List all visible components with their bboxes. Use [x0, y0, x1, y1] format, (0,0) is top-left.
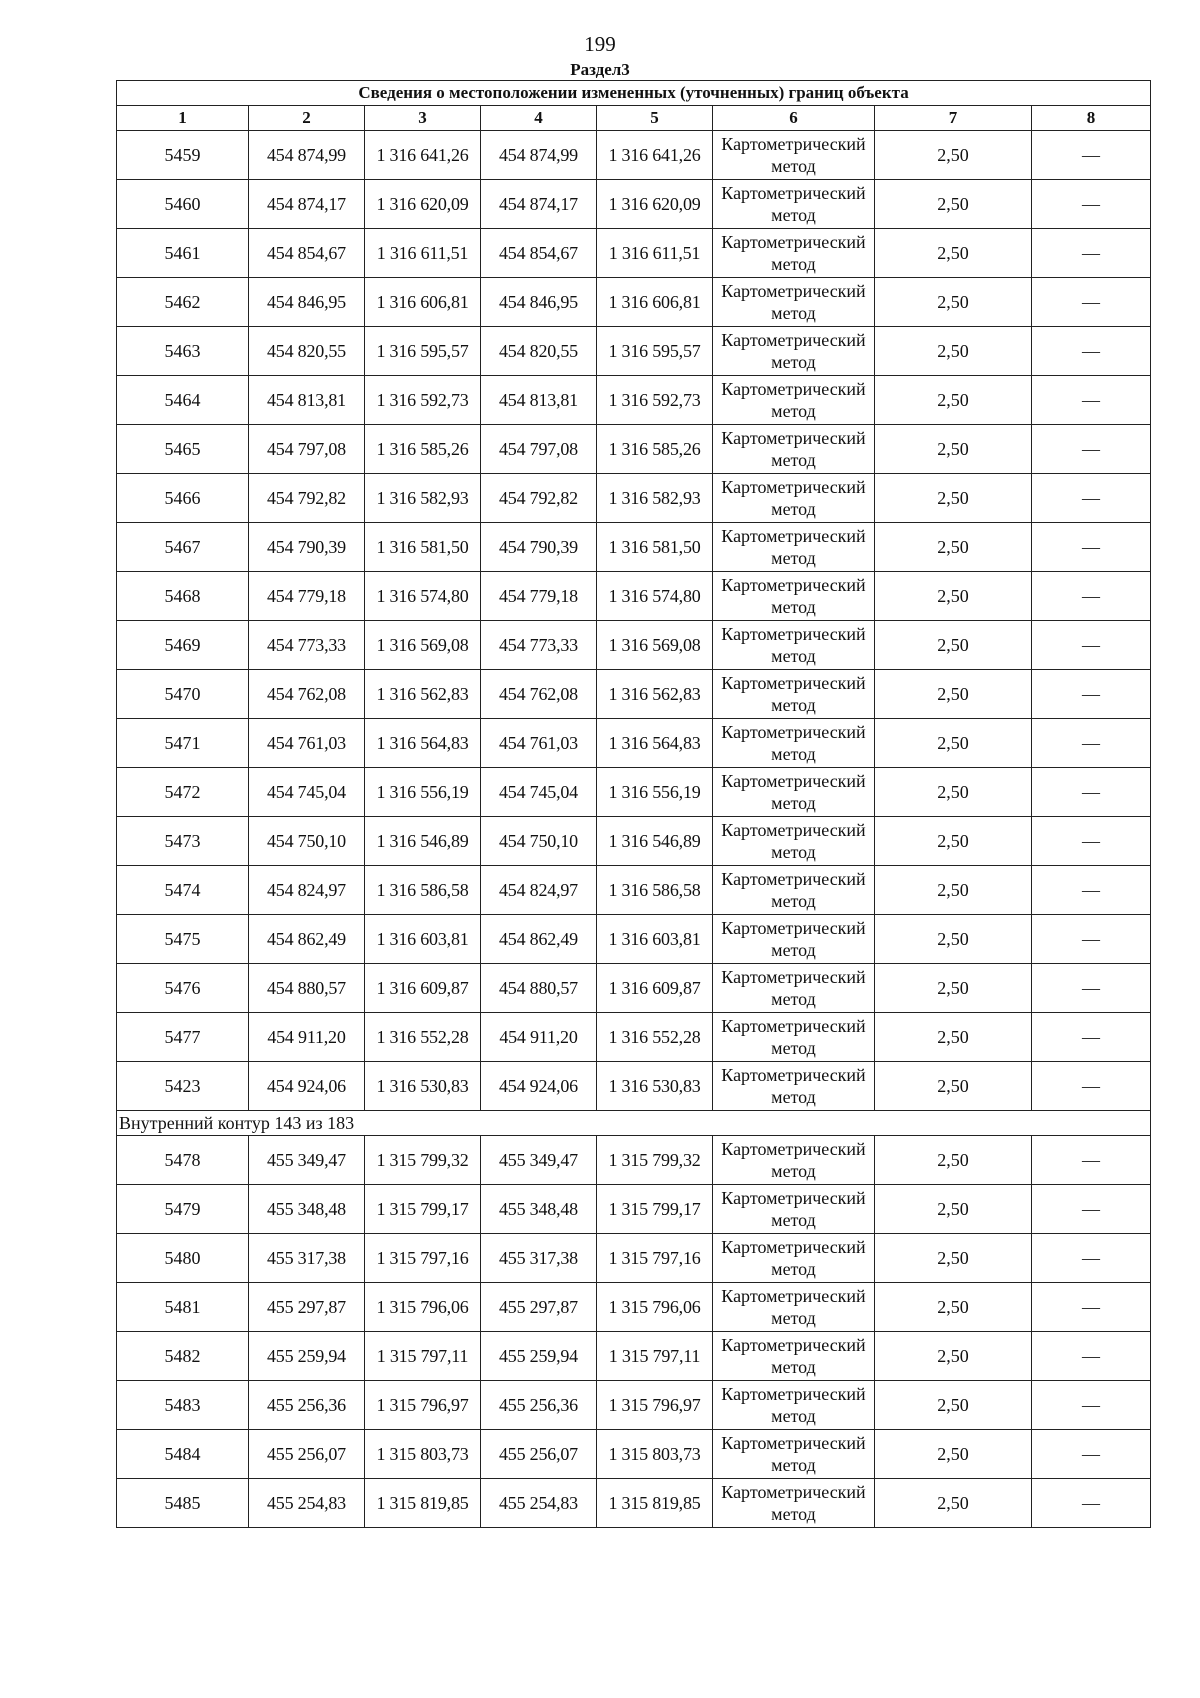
accuracy-cell: 2,50	[875, 327, 1032, 376]
method-cell: Картометрический метод	[713, 621, 875, 670]
x-coordinate-new-cell: 454 846,95	[481, 278, 597, 327]
y-coordinate-cell: 1 316 611,51	[365, 229, 481, 278]
y-coordinate-new-cell: 1 316 574,80	[597, 572, 713, 621]
point-number-cell: 5423	[117, 1062, 249, 1111]
x-coordinate-cell: 454 792,82	[249, 474, 365, 523]
accuracy-cell: 2,50	[875, 376, 1032, 425]
accuracy-cell: 2,50	[875, 1062, 1032, 1111]
y-coordinate-cell: 1 316 585,26	[365, 425, 481, 474]
y-coordinate-cell: 1 316 562,83	[365, 670, 481, 719]
accuracy-cell: 2,50	[875, 1013, 1032, 1062]
x-coordinate-new-cell: 455 259,94	[481, 1332, 597, 1381]
description-cell: —	[1032, 180, 1151, 229]
table-header-row	[117, 106, 1151, 131]
method-cell: Картометрический метод	[713, 1430, 875, 1479]
point-number-cell: 5466	[117, 474, 249, 523]
accuracy-cell: 2,50	[875, 768, 1032, 817]
point-number-cell: 5479	[117, 1185, 249, 1234]
y-coordinate-cell: 1 316 582,93	[365, 474, 481, 523]
x-coordinate-new-cell: 454 911,20	[481, 1013, 597, 1062]
method-cell: Картометрический метод	[713, 523, 875, 572]
y-coordinate-cell: 1 316 620,09	[365, 180, 481, 229]
y-coordinate-cell: 1 315 803,73	[365, 1430, 481, 1479]
method-cell: Картометрический метод	[713, 768, 875, 817]
y-coordinate-cell: 1 316 569,08	[365, 621, 481, 670]
accuracy-cell: 2,50	[875, 866, 1032, 915]
x-coordinate-new-cell: 454 924,06	[481, 1062, 597, 1111]
y-coordinate-new-cell: 1 316 585,26	[597, 425, 713, 474]
contour-label: Внутренний контур 143 из 183	[117, 1111, 1151, 1136]
point-number-cell: 5468	[117, 572, 249, 621]
description-cell: —	[1032, 1234, 1151, 1283]
x-coordinate-cell: 455 317,38	[249, 1234, 365, 1283]
accuracy-cell: 2,50	[875, 719, 1032, 768]
y-coordinate-new-cell: 1 315 796,97	[597, 1381, 713, 1430]
section-title: Раздел3	[570, 60, 630, 79]
method-cell: Картометрический метод	[713, 1381, 875, 1430]
description-cell: —	[1032, 1430, 1151, 1479]
x-coordinate-cell: 454 762,08	[249, 670, 365, 719]
x-coordinate-cell: 454 846,95	[249, 278, 365, 327]
column-header: 1	[117, 106, 249, 131]
x-coordinate-cell: 455 256,07	[249, 1430, 365, 1479]
y-coordinate-new-cell: 1 316 586,58	[597, 866, 713, 915]
x-coordinate-cell: 454 820,55	[249, 327, 365, 376]
x-coordinate-new-cell: 454 750,10	[481, 817, 597, 866]
accuracy-cell: 2,50	[875, 1381, 1032, 1430]
column-header: 3	[365, 106, 481, 131]
point-number-cell: 5469	[117, 621, 249, 670]
y-coordinate-cell: 1 316 564,83	[365, 719, 481, 768]
accuracy-cell: 2,50	[875, 572, 1032, 621]
y-coordinate-new-cell: 1 315 799,32	[597, 1136, 713, 1185]
x-coordinate-new-cell: 455 256,07	[481, 1430, 597, 1479]
description-cell: —	[1032, 1283, 1151, 1332]
point-number-cell: 5472	[117, 768, 249, 817]
y-coordinate-cell: 1 315 796,06	[365, 1283, 481, 1332]
table-row	[117, 1185, 1151, 1234]
table-row	[117, 1430, 1151, 1479]
table-row	[117, 474, 1151, 523]
point-number-cell: 5473	[117, 817, 249, 866]
x-coordinate-new-cell: 454 745,04	[481, 768, 597, 817]
y-coordinate-new-cell: 1 315 819,85	[597, 1479, 713, 1528]
x-coordinate-new-cell: 455 254,83	[481, 1479, 597, 1528]
accuracy-cell: 2,50	[875, 180, 1032, 229]
accuracy-cell: 2,50	[875, 964, 1032, 1013]
point-number-cell: 5463	[117, 327, 249, 376]
x-coordinate-cell: 454 750,10	[249, 817, 365, 866]
description-cell: —	[1032, 1332, 1151, 1381]
table-row	[117, 1136, 1151, 1185]
column-header: 4	[481, 106, 597, 131]
accuracy-cell: 2,50	[875, 915, 1032, 964]
method-cell: Картометрический метод	[713, 131, 875, 180]
y-coordinate-new-cell: 1 316 569,08	[597, 621, 713, 670]
method-cell: Картометрический метод	[713, 719, 875, 768]
method-cell: Картометрический метод	[713, 278, 875, 327]
y-coordinate-cell: 1 315 799,17	[365, 1185, 481, 1234]
x-coordinate-cell: 454 761,03	[249, 719, 365, 768]
y-coordinate-cell: 1 316 574,80	[365, 572, 481, 621]
x-coordinate-new-cell: 454 761,03	[481, 719, 597, 768]
x-coordinate-cell: 454 797,08	[249, 425, 365, 474]
x-coordinate-cell: 454 773,33	[249, 621, 365, 670]
accuracy-cell: 2,50	[875, 229, 1032, 278]
point-number-cell: 5465	[117, 425, 249, 474]
accuracy-cell: 2,50	[875, 1332, 1032, 1381]
point-number-cell: 5478	[117, 1136, 249, 1185]
y-coordinate-new-cell: 1 316 546,89	[597, 817, 713, 866]
y-coordinate-cell: 1 316 595,57	[365, 327, 481, 376]
y-coordinate-new-cell: 1 315 797,16	[597, 1234, 713, 1283]
y-coordinate-cell: 1 316 556,19	[365, 768, 481, 817]
x-coordinate-new-cell: 454 824,97	[481, 866, 597, 915]
description-cell: —	[1032, 1013, 1151, 1062]
method-cell: Картометрический метод	[713, 1479, 875, 1528]
point-number-cell: 5482	[117, 1332, 249, 1381]
description-cell: —	[1032, 1185, 1151, 1234]
method-cell: Картометрический метод	[713, 1062, 875, 1111]
description-cell: —	[1032, 915, 1151, 964]
y-coordinate-new-cell: 1 316 556,19	[597, 768, 713, 817]
table-row	[117, 915, 1151, 964]
y-coordinate-new-cell: 1 316 641,26	[597, 131, 713, 180]
table-row	[117, 964, 1151, 1013]
x-coordinate-cell: 455 349,47	[249, 1136, 365, 1185]
table-caption: Сведения о местоположении измененных (уточненных) границ объекта	[117, 81, 1151, 106]
x-coordinate-new-cell: 455 349,47	[481, 1136, 597, 1185]
description-cell: —	[1032, 866, 1151, 915]
description-cell: —	[1032, 719, 1151, 768]
x-coordinate-new-cell: 455 297,87	[481, 1283, 597, 1332]
x-coordinate-cell: 454 779,18	[249, 572, 365, 621]
x-coordinate-new-cell: 455 317,38	[481, 1234, 597, 1283]
point-number-cell: 5475	[117, 915, 249, 964]
x-coordinate-new-cell: 454 797,08	[481, 425, 597, 474]
accuracy-cell: 2,50	[875, 1136, 1032, 1185]
y-coordinate-new-cell: 1 316 611,51	[597, 229, 713, 278]
x-coordinate-cell: 455 297,87	[249, 1283, 365, 1332]
description-cell: —	[1032, 817, 1151, 866]
y-coordinate-new-cell: 1 316 606,81	[597, 278, 713, 327]
x-coordinate-new-cell: 454 773,33	[481, 621, 597, 670]
method-cell: Картометрический метод	[713, 1185, 875, 1234]
y-coordinate-new-cell: 1 316 592,73	[597, 376, 713, 425]
table-row	[117, 180, 1151, 229]
x-coordinate-new-cell: 455 256,36	[481, 1381, 597, 1430]
y-coordinate-cell: 1 316 603,81	[365, 915, 481, 964]
x-coordinate-cell: 454 862,49	[249, 915, 365, 964]
point-number-cell: 5474	[117, 866, 249, 915]
column-header: 8	[1032, 106, 1151, 131]
method-cell: Картометрический метод	[713, 327, 875, 376]
description-cell: —	[1032, 131, 1151, 180]
y-coordinate-cell: 1 316 592,73	[365, 376, 481, 425]
table-row	[117, 1283, 1151, 1332]
point-number-cell: 5470	[117, 670, 249, 719]
x-coordinate-cell: 455 348,48	[249, 1185, 365, 1234]
table-row	[117, 229, 1151, 278]
x-coordinate-cell: 455 259,94	[249, 1332, 365, 1381]
x-coordinate-cell: 454 924,06	[249, 1062, 365, 1111]
table-row	[117, 1062, 1151, 1111]
method-cell: Картометрический метод	[713, 1013, 875, 1062]
table-caption-row	[117, 81, 1151, 106]
coordinates-table	[116, 80, 1151, 1528]
table-row	[117, 572, 1151, 621]
point-number-cell: 5459	[117, 131, 249, 180]
y-coordinate-new-cell: 1 315 796,06	[597, 1283, 713, 1332]
table-row	[117, 670, 1151, 719]
description-cell: —	[1032, 768, 1151, 817]
accuracy-cell: 2,50	[875, 523, 1032, 572]
method-cell: Картометрический метод	[713, 180, 875, 229]
table-row	[117, 1381, 1151, 1430]
method-cell: Картометрический метод	[713, 915, 875, 964]
table-row	[117, 1332, 1151, 1381]
table-row	[117, 278, 1151, 327]
method-cell: Картометрический метод	[713, 474, 875, 523]
y-coordinate-new-cell: 1 316 564,83	[597, 719, 713, 768]
point-number-cell: 5480	[117, 1234, 249, 1283]
y-coordinate-cell: 1 316 546,89	[365, 817, 481, 866]
point-number-cell: 5471	[117, 719, 249, 768]
x-coordinate-new-cell: 454 862,49	[481, 915, 597, 964]
description-cell: —	[1032, 425, 1151, 474]
table-row	[117, 376, 1151, 425]
description-cell: —	[1032, 1479, 1151, 1528]
column-header: 6	[713, 106, 875, 131]
description-cell: —	[1032, 670, 1151, 719]
table-body	[117, 81, 1151, 1528]
x-coordinate-new-cell: 454 792,82	[481, 474, 597, 523]
description-cell: —	[1032, 327, 1151, 376]
y-coordinate-new-cell: 1 316 603,81	[597, 915, 713, 964]
y-coordinate-cell: 1 316 586,58	[365, 866, 481, 915]
y-coordinate-cell: 1 316 581,50	[365, 523, 481, 572]
point-number-cell: 5485	[117, 1479, 249, 1528]
accuracy-cell: 2,50	[875, 1234, 1032, 1283]
y-coordinate-new-cell: 1 316 530,83	[597, 1062, 713, 1111]
accuracy-cell: 2,50	[875, 670, 1032, 719]
point-number-cell: 5476	[117, 964, 249, 1013]
accuracy-cell: 2,50	[875, 131, 1032, 180]
accuracy-cell: 2,50	[875, 1479, 1032, 1528]
method-cell: Картометрический метод	[713, 572, 875, 621]
x-coordinate-new-cell: 454 874,99	[481, 131, 597, 180]
x-coordinate-new-cell: 454 874,17	[481, 180, 597, 229]
x-coordinate-cell: 454 854,67	[249, 229, 365, 278]
accuracy-cell: 2,50	[875, 621, 1032, 670]
y-coordinate-new-cell: 1 315 803,73	[597, 1430, 713, 1479]
y-coordinate-cell: 1 316 641,26	[365, 131, 481, 180]
accuracy-cell: 2,50	[875, 1185, 1032, 1234]
description-cell: —	[1032, 964, 1151, 1013]
description-cell: —	[1032, 523, 1151, 572]
point-number-cell: 5467	[117, 523, 249, 572]
table-row	[117, 1234, 1151, 1283]
column-header: 7	[875, 106, 1032, 131]
method-cell: Картометрический метод	[713, 229, 875, 278]
method-cell: Картометрический метод	[713, 964, 875, 1013]
table-row	[117, 327, 1151, 376]
accuracy-cell: 2,50	[875, 817, 1032, 866]
point-number-cell: 5464	[117, 376, 249, 425]
method-cell: Картометрический метод	[713, 1136, 875, 1185]
description-cell: —	[1032, 621, 1151, 670]
method-cell: Картометрический метод	[713, 425, 875, 474]
page-number: 199	[584, 32, 616, 56]
method-cell: Картометрический метод	[713, 376, 875, 425]
description-cell: —	[1032, 376, 1151, 425]
x-coordinate-cell: 454 745,04	[249, 768, 365, 817]
y-coordinate-new-cell: 1 315 799,17	[597, 1185, 713, 1234]
y-coordinate-cell: 1 315 819,85	[365, 1479, 481, 1528]
method-cell: Картометрический метод	[713, 866, 875, 915]
point-number-cell: 5460	[117, 180, 249, 229]
table-row	[117, 719, 1151, 768]
table-row	[117, 866, 1151, 915]
description-cell: —	[1032, 1136, 1151, 1185]
point-number-cell: 5477	[117, 1013, 249, 1062]
description-cell: —	[1032, 1381, 1151, 1430]
y-coordinate-cell: 1 316 552,28	[365, 1013, 481, 1062]
accuracy-cell: 2,50	[875, 278, 1032, 327]
table-row	[117, 523, 1151, 572]
x-coordinate-new-cell: 454 762,08	[481, 670, 597, 719]
table-row	[117, 1013, 1151, 1062]
point-number-cell: 5484	[117, 1430, 249, 1479]
accuracy-cell: 2,50	[875, 425, 1032, 474]
table-row	[117, 768, 1151, 817]
x-coordinate-new-cell: 454 820,55	[481, 327, 597, 376]
x-coordinate-cell: 455 256,36	[249, 1381, 365, 1430]
y-coordinate-new-cell: 1 316 620,09	[597, 180, 713, 229]
method-cell: Картометрический метод	[713, 1332, 875, 1381]
method-cell: Картометрический метод	[713, 817, 875, 866]
y-coordinate-new-cell: 1 316 562,83	[597, 670, 713, 719]
point-number-cell: 5483	[117, 1381, 249, 1430]
point-number-cell: 5481	[117, 1283, 249, 1332]
x-coordinate-cell: 454 813,81	[249, 376, 365, 425]
x-coordinate-new-cell: 454 854,67	[481, 229, 597, 278]
accuracy-cell: 2,50	[875, 1430, 1032, 1479]
table-row	[117, 1479, 1151, 1528]
description-cell: —	[1032, 572, 1151, 621]
x-coordinate-cell: 454 824,97	[249, 866, 365, 915]
column-header: 5	[597, 106, 713, 131]
y-coordinate-new-cell: 1 315 797,11	[597, 1332, 713, 1381]
table-row	[117, 621, 1151, 670]
method-cell: Картометрический метод	[713, 1283, 875, 1332]
y-coordinate-new-cell: 1 316 595,57	[597, 327, 713, 376]
x-coordinate-new-cell: 454 790,39	[481, 523, 597, 572]
y-coordinate-new-cell: 1 316 581,50	[597, 523, 713, 572]
description-cell: —	[1032, 474, 1151, 523]
accuracy-cell: 2,50	[875, 1283, 1032, 1332]
x-coordinate-cell: 454 911,20	[249, 1013, 365, 1062]
y-coordinate-new-cell: 1 316 582,93	[597, 474, 713, 523]
x-coordinate-new-cell: 454 779,18	[481, 572, 597, 621]
y-coordinate-cell: 1 315 797,16	[365, 1234, 481, 1283]
x-coordinate-new-cell: 454 813,81	[481, 376, 597, 425]
y-coordinate-new-cell: 1 316 609,87	[597, 964, 713, 1013]
x-coordinate-cell: 454 874,99	[249, 131, 365, 180]
x-coordinate-cell: 455 254,83	[249, 1479, 365, 1528]
y-coordinate-cell: 1 315 797,11	[365, 1332, 481, 1381]
table-row	[117, 817, 1151, 866]
accuracy-cell: 2,50	[875, 474, 1032, 523]
x-coordinate-cell: 454 790,39	[249, 523, 365, 572]
table-row	[117, 131, 1151, 180]
y-coordinate-cell: 1 315 796,97	[365, 1381, 481, 1430]
x-coordinate-cell: 454 880,57	[249, 964, 365, 1013]
y-coordinate-cell: 1 316 609,87	[365, 964, 481, 1013]
contour-row	[117, 1111, 1151, 1136]
x-coordinate-cell: 454 874,17	[249, 180, 365, 229]
method-cell: Картометрический метод	[713, 670, 875, 719]
y-coordinate-cell: 1 316 606,81	[365, 278, 481, 327]
y-coordinate-cell: 1 316 530,83	[365, 1062, 481, 1111]
x-coordinate-new-cell: 454 880,57	[481, 964, 597, 1013]
table-row	[117, 425, 1151, 474]
description-cell: —	[1032, 1062, 1151, 1111]
description-cell: —	[1032, 229, 1151, 278]
method-cell: Картометрический метод	[713, 1234, 875, 1283]
description-cell: —	[1032, 278, 1151, 327]
x-coordinate-new-cell: 455 348,48	[481, 1185, 597, 1234]
y-coordinate-cell: 1 315 799,32	[365, 1136, 481, 1185]
y-coordinate-new-cell: 1 316 552,28	[597, 1013, 713, 1062]
column-header: 2	[249, 106, 365, 131]
point-number-cell: 5462	[117, 278, 249, 327]
point-number-cell: 5461	[117, 229, 249, 278]
